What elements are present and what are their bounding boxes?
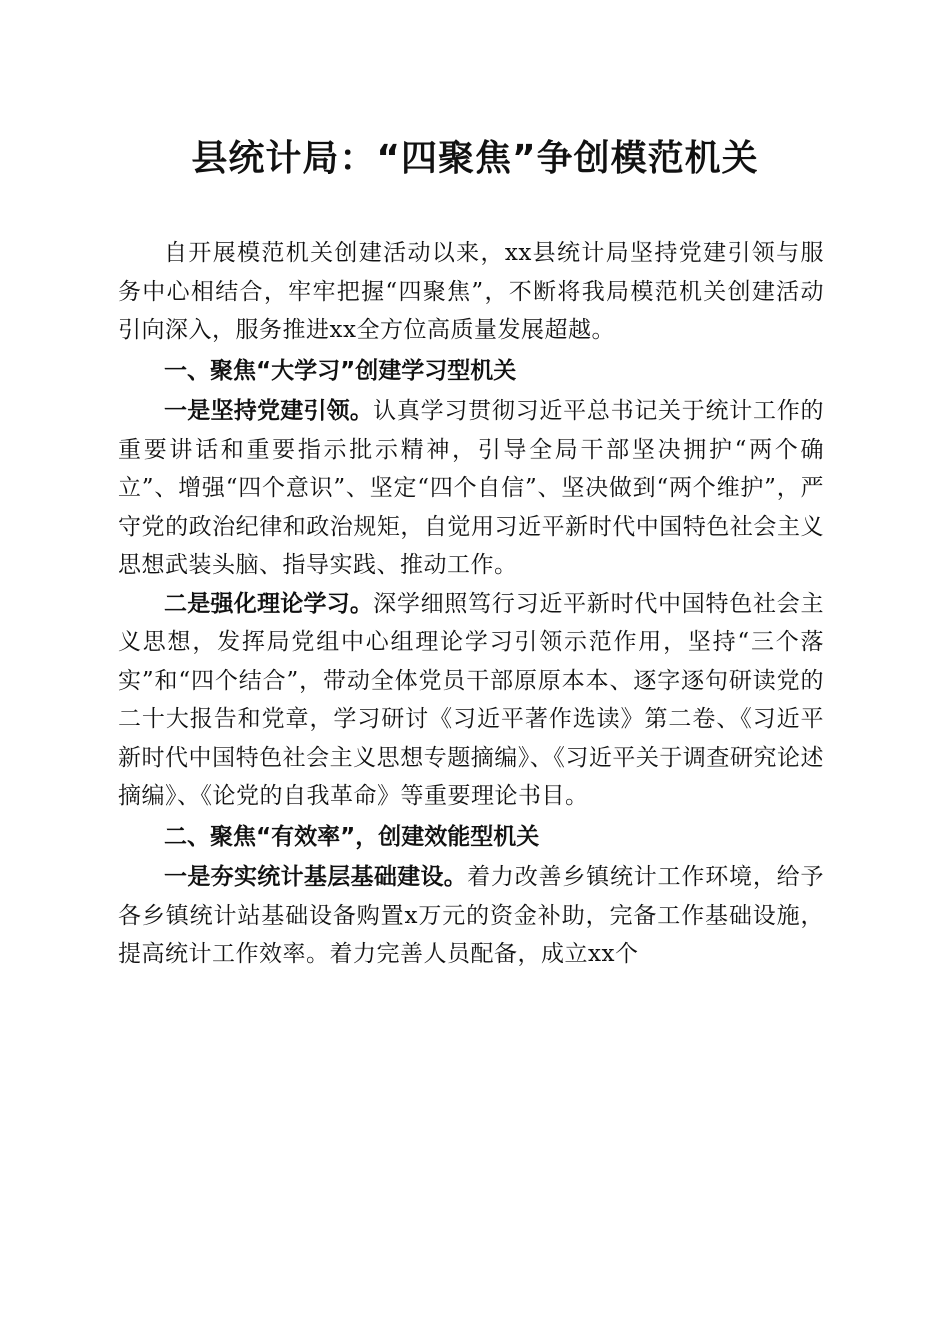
section-heading-1: 一、聚焦“大学习”创建学习型机关 (164, 357, 517, 384)
paragraph-1-1 (118, 392, 824, 585)
paragraph-lead: 二是强化理论学习。 (164, 590, 374, 617)
paragraph-text: 着力改善乡镇统计工作环境，给予各乡镇统计站基础设备购置x万元的资金补助，完备工作基础设施，提高统计工作效率。着力完善人员配备，成立xx个 (118, 864, 825, 967)
section-heading-2: 二、聚焦“有效率”，创建效能型机关 (164, 823, 540, 850)
document-body (118, 234, 824, 974)
paragraph-lead: 一是坚持党建引领。 (164, 398, 374, 424)
paragraph-2-1 (118, 858, 824, 974)
document-title: 县统计局：“四聚焦”争创模范机关 (191, 138, 759, 179)
intro-paragraph: 自开展模范机关创建活动以来，xx县统计局坚持党建引领与服务中心相结合，牢牢把握“四聚焦”，不断将我局模范机关创建活动引向深入，服务推进xx全方位高质量发展超越。 (118, 240, 824, 343)
paragraph-lead: 一是夯实统计基层基础建设。 (164, 864, 468, 890)
paragraph-1-2 (118, 585, 824, 816)
paragraph-text: 认真学习贯彻习近平总书记关于统计工作的重要讲话和重要指示批示精神，引导全局干部坚决拥护“两个确立”、增强“四个意识”、坚定“四个自信”、坚决做到“两个维护”，严守党的政治纪律和政治规矩，自觉用习近平新时代中国特色社会主义思想武装头脑、指导实践、推动工作。 (118, 398, 825, 578)
paragraph-text: 深学细照笃行习近平新时代中国特色社会主义思想，发挥局党组中心组理论学习引领示范作用，坚持“三个落实”和“四个结合”，带动全体党员干部原原本本、逐字逐句研读党的二十大报告和党章，学习研讨《习近平著作选读》第二卷、《习近平新时代中国特色社会主义思想专题摘编》、《习近平关于调查研究论述摘编》、《论党的自我革命》等重要理论书目。 (118, 590, 825, 809)
